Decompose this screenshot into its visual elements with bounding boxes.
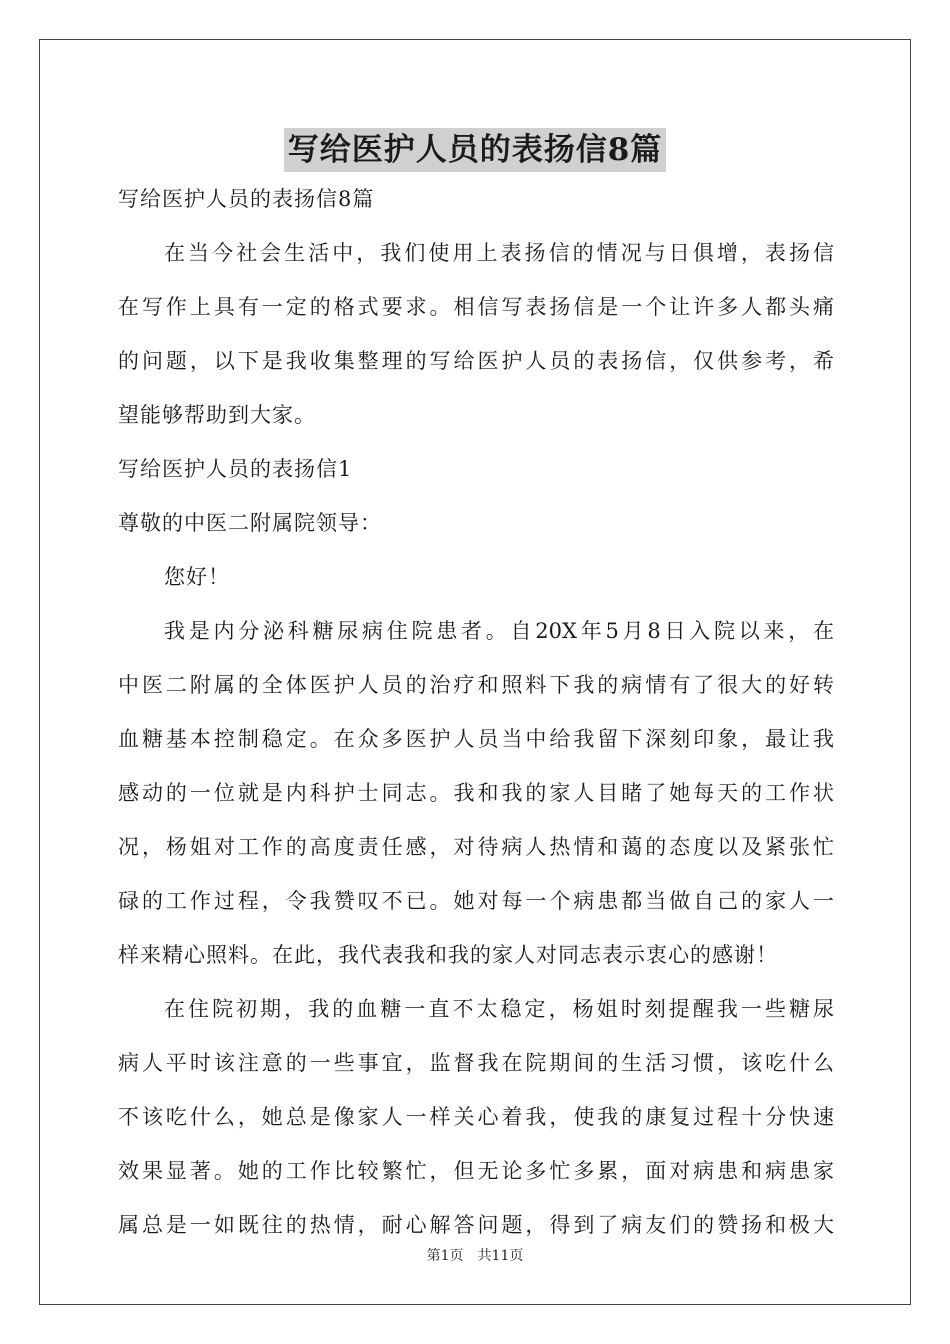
subtitle-line: 写给医护人员的表扬信8篇 bbox=[118, 187, 375, 211]
paragraph-line: 中医二附属的全体医护人员的治疗和照料下我的病情有了很大的好转 bbox=[118, 673, 834, 697]
title-container bbox=[0, 128, 950, 172]
paragraph-line: 在写作上具有一定的格式要求。相信写表扬信是一个让许多人都头痛 bbox=[118, 295, 834, 319]
section-heading: 写给医护人员的表扬信1 bbox=[118, 457, 353, 481]
page-total: 共11页 bbox=[477, 1248, 524, 1264]
paragraph-line: 在住院初期，我的血糖一直不太稳定，杨姐时刻提醒我一些糖尿 bbox=[164, 997, 834, 1021]
paragraph-line: 属总是一如既往的热情，耐心解答问题，得到了病友们的赞扬和极大 bbox=[118, 1213, 834, 1237]
paragraph-line: 病人平时该注意的一些事宜，监督我在院期间的生活习惯，该吃什么 bbox=[118, 1051, 834, 1075]
paragraph-line: 样来精心照料。在此，我代表我和我的家人对同志表示衷心的感谢！ bbox=[118, 943, 778, 967]
paragraph-line: 效果显著。她的工作比较繁忙，但无论多忙多累，面对病患和病患家 bbox=[118, 1159, 834, 1183]
paragraph-line: 的问题，以下是我收集整理的写给医护人员的表扬信，仅供参考，希 bbox=[118, 349, 834, 373]
document-title: 写给医护人员的表扬信8篇 bbox=[284, 128, 667, 172]
page-number: 第1页 bbox=[426, 1248, 464, 1264]
greeting: 您好！ bbox=[164, 565, 230, 589]
paragraph-line: 不该吃什么，她总是像家人一样关心着我，使我的康复过程十分快速 bbox=[118, 1105, 834, 1129]
document-body bbox=[118, 178, 834, 1258]
paragraph-line: 血糖基本控制稳定。在众多医护人员当中给我留下深刻印象，最让我 bbox=[118, 727, 834, 751]
paragraph-line: 碌的工作过程，令我赞叹不已。她对每一个病患都当做自己的家人一 bbox=[118, 889, 834, 913]
paragraph-line: 在当今社会生活中，我们使用上表扬信的情况与日俱增，表扬信 bbox=[164, 241, 834, 265]
page-footer bbox=[0, 1245, 950, 1265]
paragraph-line: 望能够帮助到大家。 bbox=[118, 403, 316, 427]
paragraph-line: 感动的一位就是内科护士同志。我和我的家人目睹了她每天的工作状 bbox=[118, 781, 834, 805]
paragraph-line: 我是内分泌科糖尿病住院患者。自20X年5月8日入院以来，在 bbox=[164, 619, 834, 643]
salutation: 尊敬的中医二附属院领导： bbox=[118, 511, 382, 535]
paragraph-line: 况，杨姐对工作的高度责任感，对待病人热情和蔼的态度以及紧张忙 bbox=[118, 835, 834, 859]
